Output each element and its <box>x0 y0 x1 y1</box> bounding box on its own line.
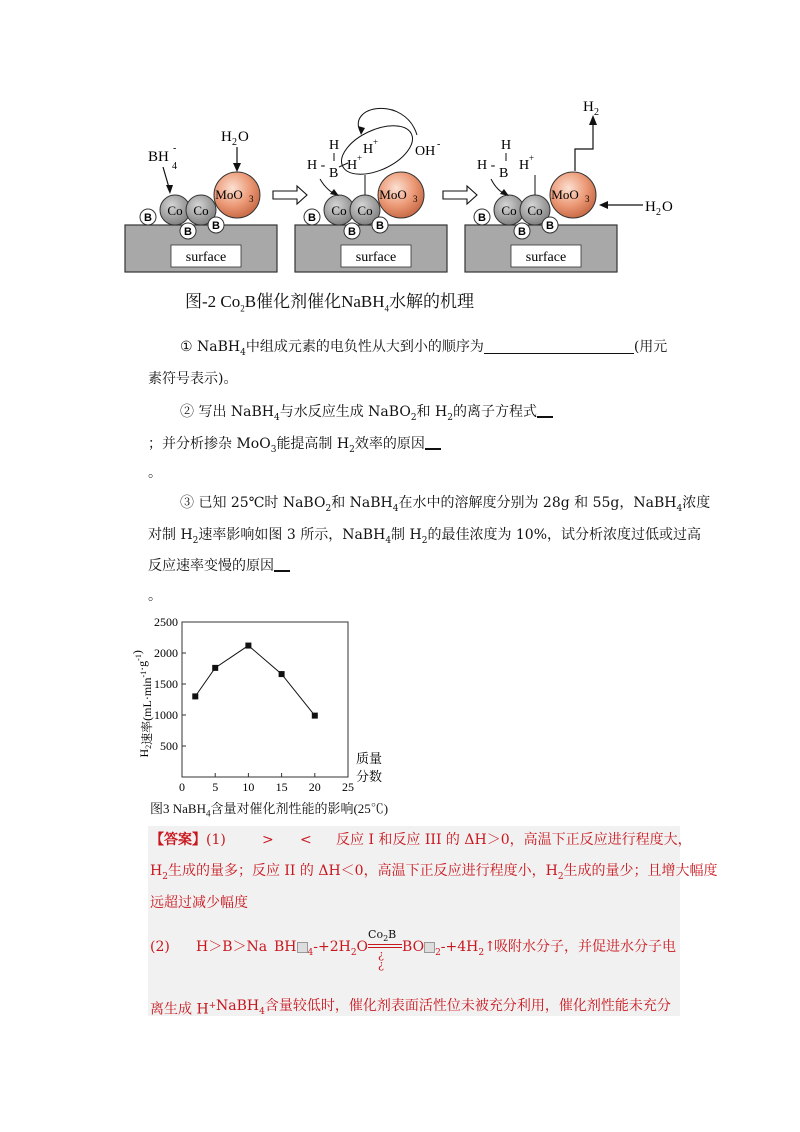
data-point <box>312 713 318 719</box>
y-tick-label: 1500 <box>154 677 178 691</box>
answer-part-2-num: (2) <box>150 939 170 955</box>
svg-text:H: H <box>645 199 656 215</box>
svg-text:B: B <box>478 212 486 224</box>
process-arrow <box>273 186 307 204</box>
svg-text:Co: Co <box>501 203 517 218</box>
y-tick-label: 2500 <box>154 615 178 629</box>
answer-line-2: $H_2$生成的量多；反应 II 的 ΔH＜0，高温下正反应进行程度小，$H_2$生成的量少；且增大幅度 <box>150 863 718 882</box>
hydroxide-label: OH <box>415 144 436 159</box>
answer-lt: < <box>300 832 312 848</box>
ionic-equation: BH $_4-+2H_2O$ $Co_2B$ ¿ ¿ BO $_2-+4H_2↑$ <box>274 928 496 971</box>
svg-text:B: B <box>212 220 220 232</box>
question-3-line-2: 对制 $H_2$速率影响如图 3 所示，NaBH$_4$制 $H_2$的最佳浓度为 10%，试分析浓度过低或过高 <box>148 527 702 546</box>
svg-text:Co: Co <box>527 203 543 218</box>
svg-text:H: H <box>329 138 340 153</box>
svg-text:Co: Co <box>357 203 373 218</box>
answer-reason: 吸附水分子，并促进水分子电 <box>494 939 676 955</box>
answer-blank[interactable] <box>484 339 634 354</box>
svg-text:4: 4 <box>172 161 177 172</box>
svg-text:B: B <box>348 226 356 238</box>
svg-text:B: B <box>546 220 554 232</box>
svg-text:2: 2 <box>232 137 237 148</box>
question-2-end: 。 <box>148 465 162 481</box>
svg-text:H -: H - <box>477 158 496 173</box>
svg-text:+: + <box>373 137 379 147</box>
svg-text:2: 2 <box>594 107 599 118</box>
svg-text:-: - <box>437 139 441 150</box>
y-axis-label: $H_2$速率$(mL\cdot\min^{-1}\cdot g^{-1})$ <box>130 650 154 758</box>
svg-text:O: O <box>662 199 673 215</box>
svg-text:+: + <box>529 153 535 163</box>
svg-text:Co: Co <box>331 203 347 218</box>
process-arrow <box>443 186 477 204</box>
answer-blank[interactable] <box>274 558 290 572</box>
answer-line-5-text: NaBH$_4$含量较低时，催化剂表面活性位未被充分利用，催化剂性能未充分 <box>216 998 671 1017</box>
svg-text:MoO: MoO <box>379 187 407 202</box>
svg-text:3: 3 <box>413 194 418 204</box>
electronegativity-order: H＞B＞Na <box>196 939 268 955</box>
b-atom-label: B <box>144 212 152 224</box>
svg-text:B: B <box>329 166 339 181</box>
answer-gt: > <box>262 832 274 848</box>
svg-text:B: B <box>518 226 526 238</box>
y-tick-label: 2000 <box>154 646 178 660</box>
svg-text:-: - <box>173 143 177 154</box>
data-point <box>192 693 198 699</box>
y-tick-label: 500 <box>160 739 178 753</box>
svg-text:B: B <box>499 166 509 181</box>
panel-1 <box>125 129 277 272</box>
series-line <box>195 646 315 716</box>
panel-3 <box>465 99 673 272</box>
x-tick-label: 5 <box>212 780 219 794</box>
plot-frame <box>182 622 348 777</box>
answer-line-1: 【答案】(1) <box>150 832 226 848</box>
question-2-line-1: ② 写出 NaBH$_4$与水反应生成 NaBO$_2$和 $H_2$的离子方程式 <box>180 402 553 428</box>
surface-label: surface <box>355 250 397 265</box>
x-tick-label: 10 <box>242 780 255 794</box>
x-tick-label: 20 <box>308 780 321 794</box>
svg-text:H -: H - <box>307 158 326 173</box>
question-1-line-2: 素符号表示)。 <box>148 371 238 387</box>
answer-blank[interactable] <box>425 436 441 450</box>
svg-text:B: B <box>184 226 192 238</box>
question-3-line-1: ③ 已知 25℃时 NaBO$_2$和 NaBH$_4$在水中的溶解度分别为 28g 和 55g，NaBH$_4$浓度 <box>180 495 711 514</box>
svg-text:3: 3 <box>585 194 590 204</box>
svg-text:H: H <box>347 158 358 173</box>
svg-text:MoO: MoO <box>551 187 579 202</box>
svg-text:2: 2 <box>656 207 661 218</box>
svg-text:H: H <box>501 138 512 153</box>
hydrogen-product-label: H <box>583 99 594 115</box>
mechanism-figure <box>115 95 685 280</box>
water-label: H <box>221 129 232 145</box>
answer-line-1-text: 反应 I 和反应 III 的 ΔH＞0，高温下正反应进行程度大， <box>336 832 692 848</box>
question-1-line-1: ① NaBH$_4$中组成元素的电负性从大到小的顺序为 (用元 <box>180 339 668 358</box>
x-axis-label: 分数 <box>356 769 383 784</box>
data-point <box>279 671 285 677</box>
svg-text:B: B <box>308 212 316 224</box>
y-tick-label: 1000 <box>154 708 178 722</box>
svg-text:+: + <box>357 153 363 163</box>
x-tick-label: 15 <box>275 780 288 794</box>
question-3-line-3: 反应速率变慢的原因 <box>148 556 290 576</box>
surface-label: surface <box>185 250 227 265</box>
moo3-label: MoO <box>215 187 243 202</box>
data-point <box>245 643 251 649</box>
answer-blank[interactable] <box>537 404 553 418</box>
question-2-line-2: ；并分析掺杂 MoO$_3$能提高制 $H_2$效率的原因 <box>148 434 441 460</box>
svg-text:O: O <box>238 129 249 145</box>
co-atom-label: Co <box>167 203 183 218</box>
answer-line-5: 离生成 H+ <box>150 1001 217 1018</box>
data-point <box>212 665 218 671</box>
svg-text:B: B <box>376 220 384 232</box>
svg-text:H: H <box>519 158 530 173</box>
x-tick-label: 25 <box>342 780 354 794</box>
x-tick-label: 0 <box>179 780 185 794</box>
svg-text:H: H <box>363 142 374 157</box>
question-3-end: 。 <box>148 588 162 604</box>
rate-chart <box>120 612 420 802</box>
surface-label: surface <box>525 250 567 265</box>
x-axis-label: 质量 <box>356 751 383 766</box>
co-atom-label: Co <box>193 203 209 218</box>
bh4-label: BH <box>148 149 169 165</box>
figure2-caption: 图-2 $Co_2B$催化剂催化NaBH$_4$水解的机理 <box>185 292 475 314</box>
svg-text:3: 3 <box>249 194 254 204</box>
answer-line-3: 远超过减少幅度 <box>150 895 248 911</box>
answer-box <box>148 826 680 1016</box>
panel-2 <box>295 108 447 272</box>
chart-caption: 图3 NaBH$_4$含量对催化剂性能的影响(25℃) <box>150 801 389 819</box>
